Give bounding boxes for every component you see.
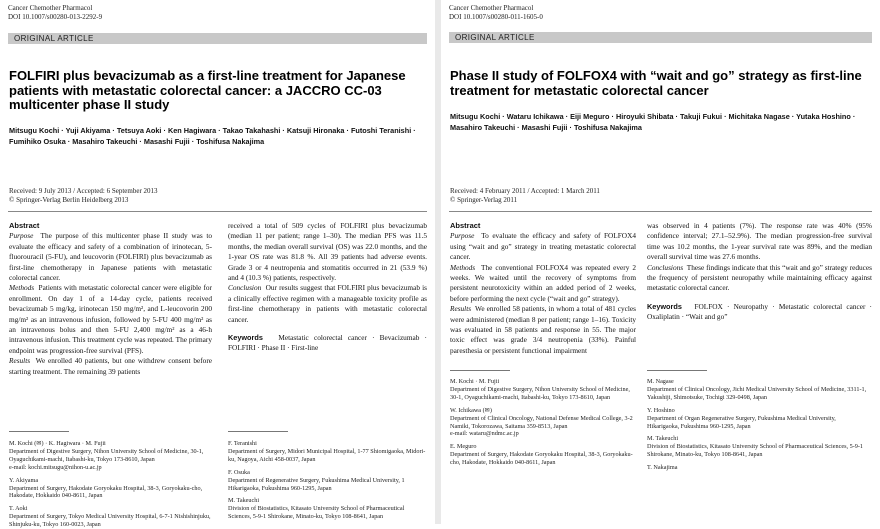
affiliations-left — [9, 440, 214, 529]
abstract-conclusion — [647, 263, 872, 294]
aff-address: Department of Surgery, Hakodate Goryokaku Hospital, 38-3, Goryokaku-cho, Hakodate, Hokkaido 040-8611, Japan — [450, 451, 633, 467]
abstract-methods — [9, 283, 212, 356]
aff-name: F. Osuka — [228, 468, 250, 476]
section-bar — [449, 32, 872, 43]
aff-address: Department of Clinical Oncology, National Defense Medical College, 3-2 Namiki, Tokorozawa, Saitama 359-8513, Japan e-mail: wataru@ndmc.ac.jp — [450, 414, 633, 438]
footnote-rule — [228, 431, 288, 432]
abstract-results — [9, 356, 212, 377]
footnote-rule — [647, 370, 707, 371]
methods-text: Patients with metastatic colorectal cancer were eligible for enrollment. On day 1 of a 14-day cycle, patients received bevacizumab 5 mg/kg, irinotecan 150 mg/m², and L-leucovorin 200 mg/m² as an intravenous infusion, followed by 5-FU 400 mg/m² as an intravenous bolus and then 5-FU 2,400 mg/m² as a 46-h intravenous infusion. This treatment cycle was repeated. The primary endpoint was progression-free survival (PFS). — [9, 283, 212, 355]
aff-address: Department of Clinical Oncology, Jichi Medical University School of Medicine, 3311-1, Yakushiji, Shimotsuke, Tochigi 329-0498, Japan — [647, 385, 867, 401]
purpose-text: To evaluate the efficacy and safety of FOLFOX4 using “wait and go” strategy in treating metastatic colorectal cancer. — [450, 231, 636, 262]
abstract-column-1 — [450, 221, 636, 356]
aff-address: Division of Biostatistics, Kitasato University School of Pharmaceutical Sciences, 5-9-1 Shirokane, Minato-ku, Tokyo 108-8641, Japan — [228, 505, 405, 521]
methods-label: Methods — [450, 262, 476, 272]
results-label: Results — [9, 356, 31, 366]
affiliations-left — [450, 378, 636, 467]
journal-name: Cancer Chemother Pharmacol — [8, 4, 93, 12]
keywords-text: Metastatic colorectal cancer · Bevacizumab · FOLFIRI · Phase II · First-line — [228, 333, 427, 353]
received-accepted: Received: 4 February 2011 / Accepted: 1 March 2011 — [450, 187, 600, 195]
copyright: © Springer-Verlag Berlin Heidelberg 2013 — [9, 195, 129, 204]
keywords-label: Keywords — [647, 301, 682, 311]
abstract-column-2 — [647, 221, 872, 323]
results-text: We enrolled 40 patients, but one withdrew consent before starting treatment. The remaining 39 patients — [9, 356, 212, 376]
journal-name: Cancer Chemother Pharmacol — [449, 4, 534, 12]
author-list: Mitsugu Kochi · Yuji Akiyama · Tetsuya Aoki · Ken Hagiwara · Takao Takahashi · Katsuji Hironaka · Futoshi Teranishi · Fumihiko Osuka · Masahiro Takeuchi · Masashi Fujii · Toshifusa Nakajima — [9, 126, 416, 146]
received-dates — [450, 187, 600, 205]
results-label: Results — [450, 304, 472, 314]
journal-header — [449, 4, 543, 21]
aff-name: M. Kochi · M. Fujii — [450, 378, 500, 385]
right-article-page — [441, 0, 880, 524]
keywords-text: FOLFOX · Neuropathy · Metastatic colorectal cancer · Oxaliplatin · “Wait and go” — [647, 301, 872, 322]
abstract-conclusion — [228, 283, 427, 325]
aff-address: Department of Organ Regenerative Surgery, Fukushima Medical University, Hikarigaoka, Fukushima 960-1295, Japan — [647, 414, 836, 430]
copyright: © Springer-Verlag 2011 — [450, 195, 518, 204]
keywords — [647, 302, 872, 323]
abstract-heading: Abstract — [450, 221, 481, 230]
purpose-label: Purpose — [450, 231, 475, 241]
conclusion-label: Conclusion — [228, 283, 262, 293]
aff-name: T. Aoki — [9, 505, 28, 513]
aff-name: Y. Hoshino — [647, 406, 675, 414]
article-title: Phase II study of FOLFOX4 with “wait and go” strategy as first-line treatment for metastatic colorectal cancer — [450, 68, 862, 98]
footnote-rule — [9, 431, 69, 432]
footnote-rule — [450, 370, 510, 371]
journal-header — [8, 4, 102, 21]
aff-name: M. Nagase — [647, 378, 674, 385]
aff-address: Department of Surgery, Midori Municipal Hospital, 1-77 Shiomigaoka, Midori-ku, Nagoya, Aichi 458-0037, Japan — [228, 447, 426, 463]
results-continued: received a total of 509 cycles of FOLFIRI plus bevacizumab (median 11 per patient; range 1–30). The median PFS was 11.5 months, the median overall survival (OS) was 22.0 months, and the 1-year OS rate was 81.8 %. All 39 patients had adverse events. Grade 3 or 4 neutropenia and stomatitis occurred in 21 (53.9 %) and 4 (10.3 %) patients, respectively. — [228, 221, 427, 283]
aff-name: F. Teranishi — [228, 440, 257, 447]
conclusion-text: Our results suggest that FOLFIRI plus bevacizumab is a clinically effective regimen with a manageable toxicity profile as first-line chemotherapy in patients with metastatic colorectal cancer. — [228, 283, 428, 324]
section-label: ORIGINAL ARTICLE — [14, 34, 94, 43]
abstract-heading: Abstract — [9, 221, 40, 230]
abstract-column-1 — [9, 221, 212, 377]
aff-name: M. Takeuchi — [228, 497, 260, 505]
divider — [449, 211, 872, 212]
methods-text: The conventional FOLFOX4 was repeated every 2 weeks. We waited until the recovery of symptoms from persistent neurotoxicity within an added period of 2 weeks, before performing the next cycle (“wait and go” strategy). — [450, 262, 636, 303]
abstract-purpose — [9, 231, 212, 283]
divider — [8, 211, 427, 212]
left-article-page — [0, 0, 435, 529]
methods-label: Methods — [9, 283, 35, 293]
aff-name: Y. Akiyama — [9, 476, 39, 484]
section-label: ORIGINAL ARTICLE — [455, 33, 535, 42]
conclusion-text: These findings indicate that this “wait and go” strategy reduces the frequency of persistent neuropathy while maintaining efficacy against metastatic colorectal cancer. — [647, 262, 872, 293]
conclusion-label: Conclusions — [647, 262, 684, 272]
aff-address: Department of Digestive Surgery, Nihon University School of Medicine, 30-1, Oyaguchikami-machi, Itabashi-ku, Tokyo 173-8610, Japan — [450, 385, 630, 401]
keywords-label: Keywords — [228, 333, 263, 343]
section-bar — [8, 33, 427, 44]
abstract-methods — [450, 263, 636, 305]
doi: DOI 10.1007/s00280-011-1605-0 — [449, 12, 543, 21]
abstract-results — [450, 304, 636, 356]
abstract-column-2 — [228, 221, 427, 354]
affiliations-right — [228, 440, 426, 521]
abstract-purpose — [450, 231, 636, 262]
aff-name: M. Kochi (✉) · K. Hagiwara · M. Fujii — [9, 440, 106, 447]
author-list: Mitsugu Kochi · Wataru Ichikawa · Eiji Meguro · Hiroyuki Shibata · Takuji Fukui · Michitaka Nagase · Yutaka Hoshino · Masahiro Takeuchi · Masashi Fujii · Toshifusa Nakajima — [450, 112, 856, 132]
results-continued: was observed in 4 patients (7%). The response rate was 40% (95% confidence interval; 27.1–52.9%). The median progression-free survival time was 10.2 months, the 1-year survival rate was 89%, and the median overall survival time was 27.6 months. — [647, 221, 872, 262]
received-accepted: Received: 9 July 2013 / Accepted: 6 September 2013 — [9, 187, 158, 195]
aff-name: E. Meguro — [450, 443, 477, 451]
aff-name: T. Nakajima — [647, 464, 678, 472]
aff-address: Department of Surgery, Tokyo Medical University Hospital, 6-7-1 Nishishinjuku, Shinjuku-ku, Tokyo 160-0023, Japan — [9, 513, 211, 529]
aff-address: Division of Biostatistics, Kitasato University School of Pharmaceutical Sciences, 5-9-1 Shirokane, Minato-ku, Tokyo 108-8641, Japan — [647, 443, 864, 459]
aff-address: Department of Surgery, Hakodate Goryokaku Hospital, 38-3, Goryokaku-cho, Hakodate, Hokkaido 040-8611, Japan — [9, 484, 203, 500]
aff-address: Department of Regenerative Surgery, Fukushima Medical University, 1 Hikarigaoka, Fukushima 960-1295, Japan — [228, 476, 405, 492]
aff-name: W. Ichikawa (✉) — [450, 406, 492, 414]
aff-name: M. Takeuchi — [647, 435, 679, 443]
results-text: We enrolled 58 patients, in whom a total of 481 cycles were administered (median 8 per patient; range 1–16). Toxicity was evaluated in 58 patients and response in 55. The major toxic effect was grade 3/4 neutropenia (33%). Painful paresthesia or persistent functional impairment — [450, 304, 636, 355]
received-dates — [9, 187, 158, 205]
article-title: FOLFIRI plus bevacizumab as a first-line treatment for Japanese patients with metastatic colorectal cancer: a JACCRO CC-03 multicenter phase II study — [9, 68, 406, 112]
doi: DOI 10.1007/s00280-013-2292-9 — [8, 12, 103, 21]
purpose-text: The purpose of this multicenter phase II study was to evaluate the efficacy and safety of a combination of irinotecan, 5-fluorouracil (5-FU), and leucovorin (FOLFIRI) plus bevacizumab as first-line chemotherapy in Japanese patients with metastatic colorectal cancer. — [9, 231, 212, 283]
keywords — [228, 333, 427, 354]
purpose-label: Purpose — [9, 231, 34, 241]
affiliations-right — [647, 378, 869, 472]
aff-address: Department of Digestive Surgery, Nihon University School of Medicine, 30-1, Oyaguchikami-machi, Itabashi-ku, Tokyo 173-8610, Japan e-mail: kochi.mitsugu@nihon-u.ac.jp — [9, 447, 204, 471]
